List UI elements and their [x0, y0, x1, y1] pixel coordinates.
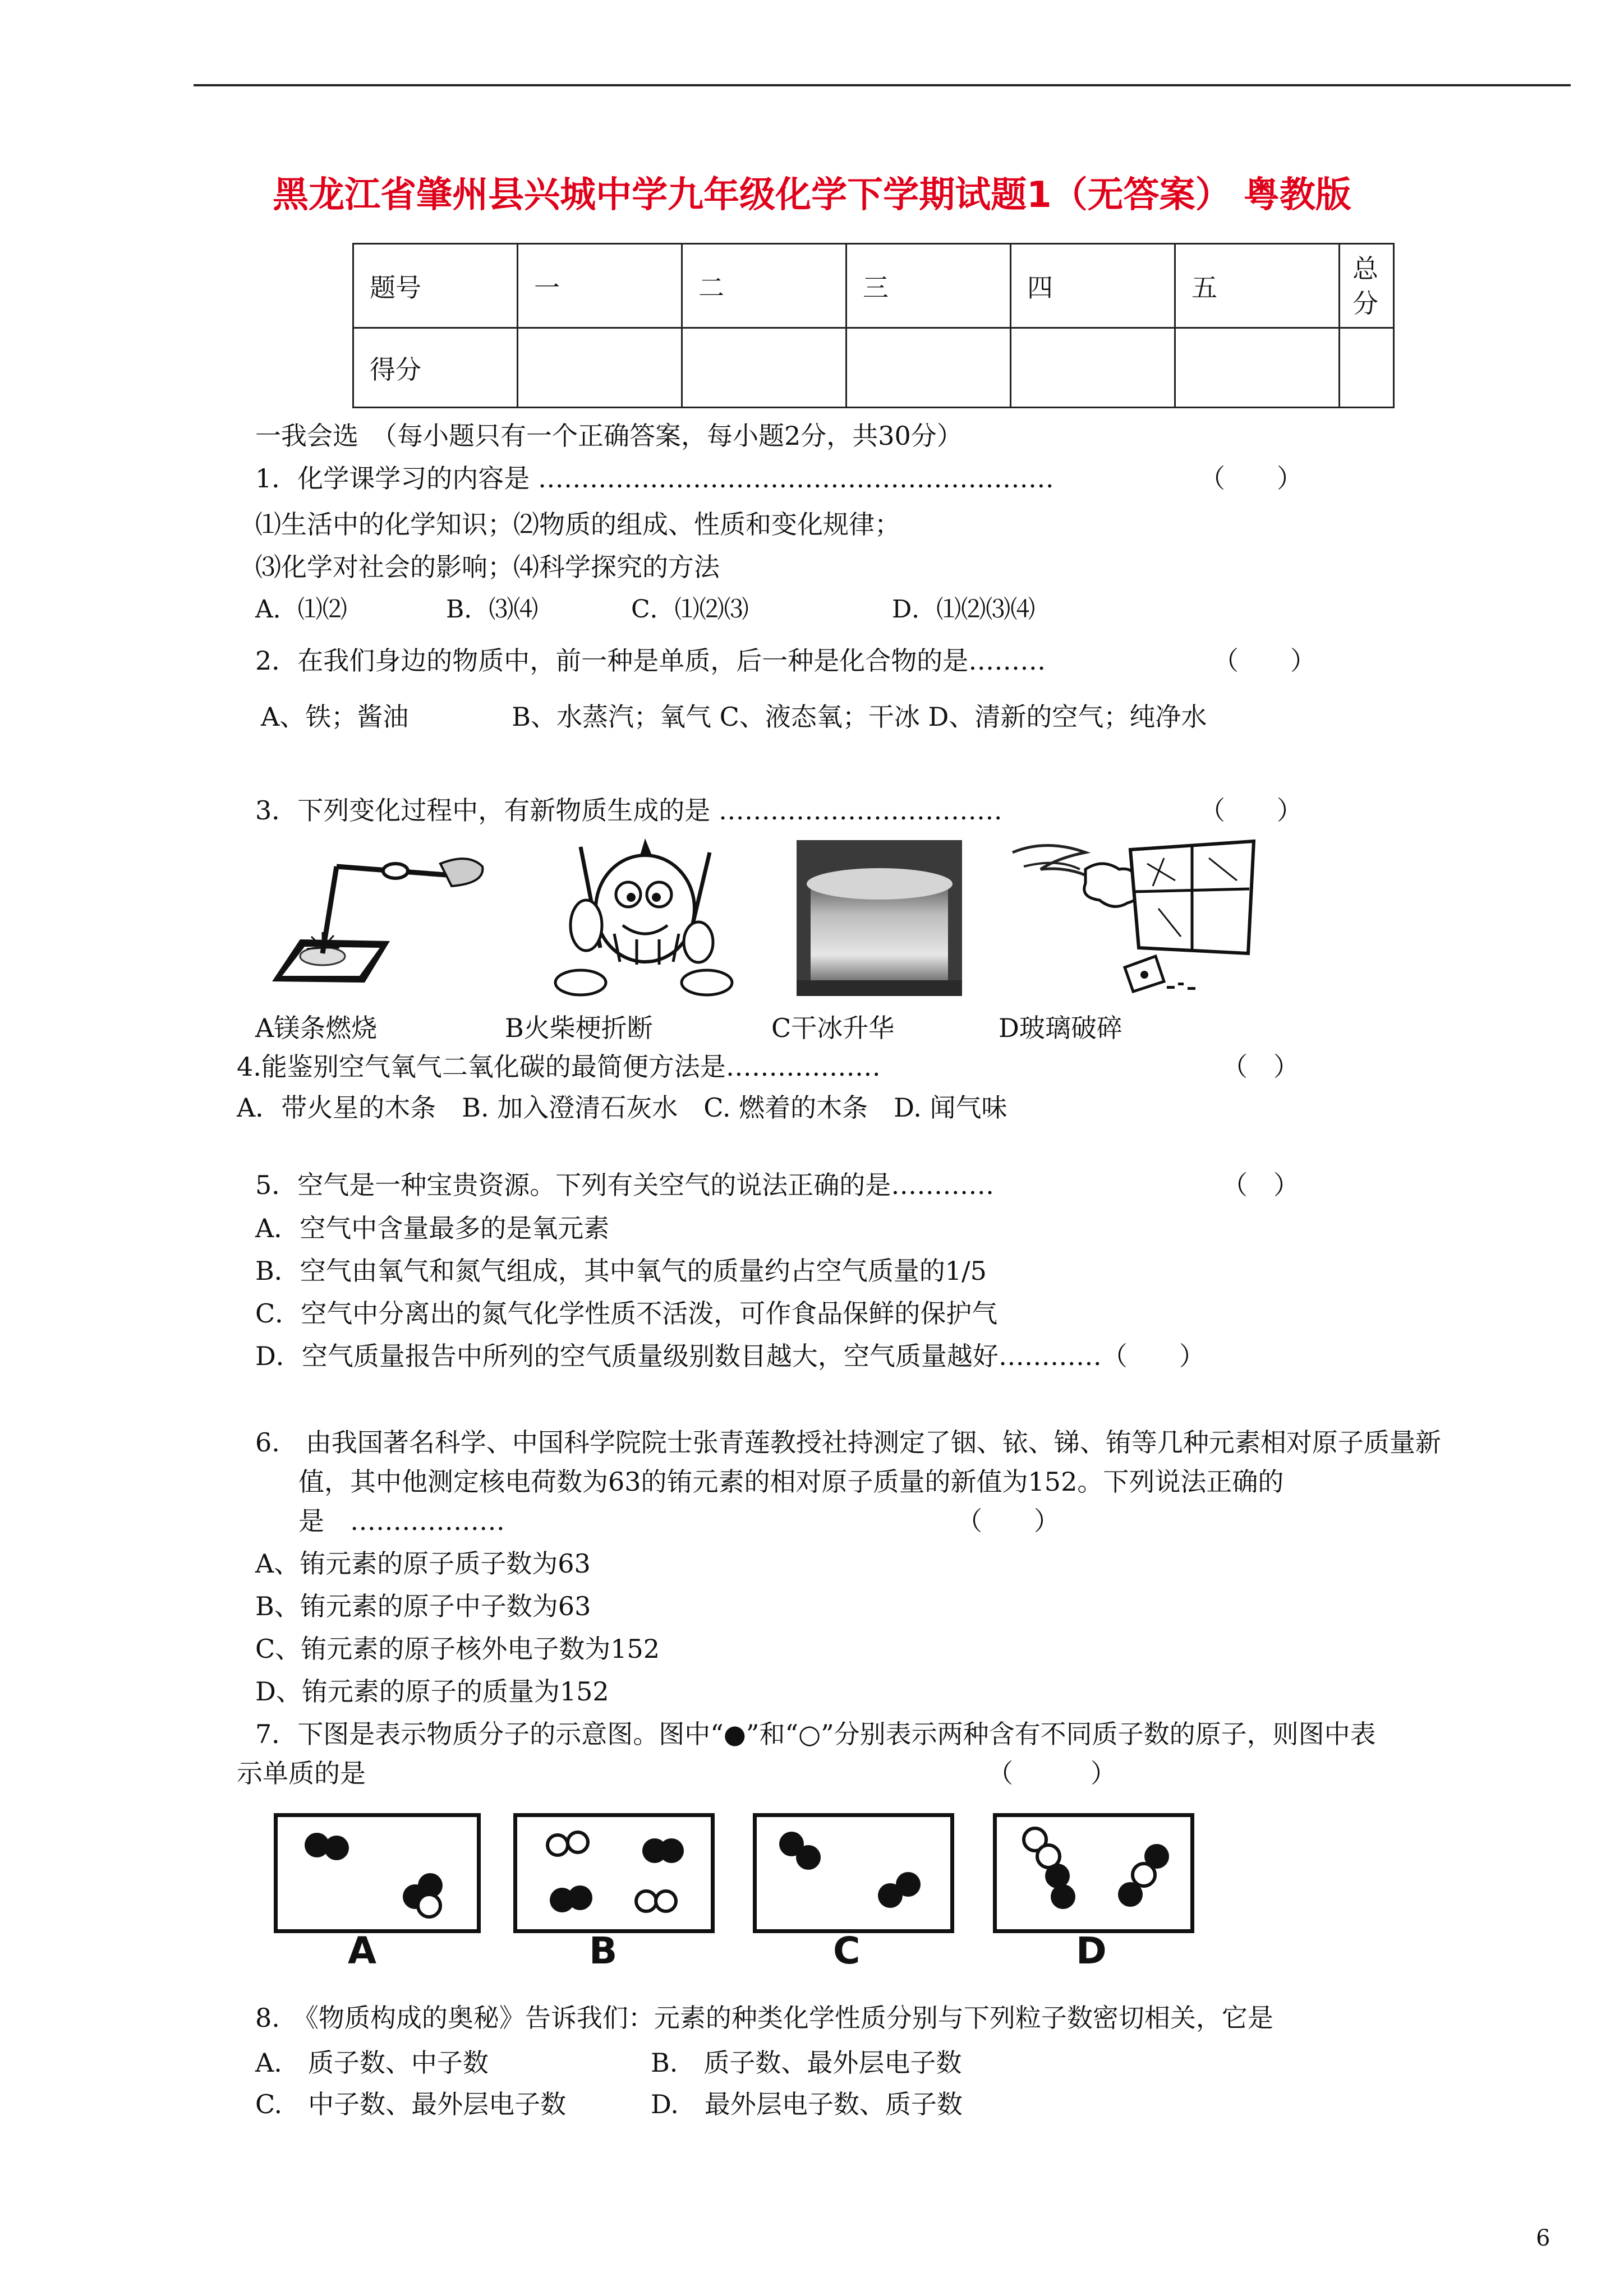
score-cell: [1340, 328, 1394, 408]
q6-stem-line1: 6. 由我国著名科学、中国科学院院士张青莲教授社持测定了铟、铱、锑、铕等几种元素相对原子质量新: [255, 1427, 1441, 1458]
molecule-label-a: A: [348, 1929, 377, 1972]
score-header-5: 五: [1175, 244, 1340, 328]
q3-stem: 3．下列变化过程中，有新物质生成的是 ……………………………: [255, 795, 1002, 826]
q7-answer-paren: （ ）: [987, 1758, 1116, 1788]
molecule-box-b: [513, 1813, 715, 1933]
score-cell: [682, 328, 846, 408]
molecule-box-d: [993, 1813, 1194, 1933]
score-header-1: 一: [518, 244, 682, 328]
q8-option-c: C. 中子数、最外层电子数: [255, 2089, 567, 2119]
q4-stem: 4.能鉴别空气氧气二氧化碳的最简便方法是………………: [237, 1052, 881, 1082]
page-number: 6: [1536, 2225, 1551, 2251]
match-breaking-figure: [547, 836, 749, 998]
molecule-box-a: [274, 1813, 481, 1933]
score-table: [352, 243, 1395, 408]
q8-stem: 8. 《物质构成的奥秘》告诉我们：元素的种类化学性质分别与下列粒子数密切相关，它是: [255, 2003, 1273, 2033]
q1-answer-paren: （ ）: [1199, 463, 1303, 494]
q7-stem-line2: 示单质的是: [237, 1758, 366, 1788]
q3-caption-b: B火柴梗折断: [505, 1013, 653, 1043]
score-row-label: 得分: [353, 328, 518, 408]
q1-stem: 1．化学课学习的内容是 ……………………………………………………: [255, 463, 1054, 494]
q5-option-d: D．空气质量报告中所列的空气质量级别数目越大，空气质量越好…………（ ）: [255, 1341, 1205, 1371]
q6-option-d: D、铕元素的原子的质量为152: [255, 1676, 609, 1707]
q8-option-a: A. 质子数、中子数: [255, 2048, 489, 2078]
q3-caption-c: C干冰升华: [771, 1013, 895, 1043]
q1-option-a: A．⑴⑵: [255, 595, 347, 624]
q3-answer-paren: （ ）: [1199, 795, 1303, 826]
q4-options: A．带火星的木条 B. 加入澄清石灰水 C. 燃着的木条 D. 闻气味: [237, 1092, 1007, 1123]
molecule-diagram-c: [757, 1817, 950, 1929]
molecule-diagram-b: [517, 1817, 711, 1929]
q3-caption-d: D玻璃破碎: [999, 1013, 1122, 1043]
score-cell: [1011, 328, 1175, 408]
q6-option-b: B、铕元素的原子中子数为63: [255, 1591, 591, 1621]
q1-option-c: C．⑴⑵⑶: [631, 595, 749, 624]
section-heading: 一我会选 （每小题只有一个正确答案，每小题2分，共30分）: [255, 421, 963, 451]
dry-ice-sublimation-photo: [797, 840, 962, 996]
q8-option-b: B. 质子数、最外层电子数: [651, 2048, 962, 2078]
score-cell: [518, 328, 682, 408]
page-title: 黑龙江省肇州县兴城中学九年级化学下学期试题1（无答案） 粤教版: [273, 174, 1351, 216]
score-header-4: 四: [1011, 244, 1175, 328]
header-rule: [194, 84, 1571, 86]
q5-option-b: B．空气由氧气和氮气组成，其中氧气的质量约占空气质量的1/5: [255, 1256, 987, 1286]
q2-stem: 2．在我们身边的物质中，前一种是单质，后一种是化合物的是………: [255, 646, 1046, 676]
q5-answer-paren: （ ）: [1222, 1170, 1299, 1200]
q8-option-d: D. 最外层电子数、质子数: [651, 2089, 963, 2119]
q4-answer-paren: （ ）: [1222, 1052, 1299, 1082]
glass-breaking-figure: [1007, 836, 1271, 1004]
score-header-2: 二: [682, 244, 846, 328]
q6-option-a: A、铕元素的原子质子数为63: [255, 1548, 591, 1579]
q1-statement-line1: ⑴生活中的化学知识；⑵物质的组成、性质和变化规律；: [255, 509, 900, 540]
q6-stem-line2: 值，其中他测定核电荷数为63的铕元素的相对原子质量的新值为152。下列说法正确的: [298, 1467, 1284, 1497]
score-cell: [846, 328, 1011, 408]
q6-stem-line3: 是 ………………: [298, 1506, 505, 1536]
molecule-diagram-a: [278, 1817, 477, 1929]
q5-option-a: A．空气中含量最多的是氧元素: [255, 1213, 610, 1243]
q2-answer-paren: （ ）: [1213, 646, 1316, 676]
q6-answer-paren: （ ）: [956, 1506, 1060, 1536]
molecule-diagram-d: [997, 1817, 1190, 1929]
score-cell: [1175, 328, 1340, 408]
q6-option-c: C、铕元素的原子核外电子数为152: [255, 1634, 660, 1664]
q5-option-c: C．空气中分离出的氮气化学性质不活泼，可作食品保鲜的保护气: [255, 1298, 998, 1329]
q1-statement-line2: ⑶化学对社会的影响；⑷科学探究的方法: [255, 552, 720, 582]
score-header-label: 题号: [353, 244, 518, 328]
magnesium-burning-figure: [255, 841, 502, 993]
q1-option-b: B．⑶⑷: [446, 595, 539, 624]
q2-options: A、铁；酱油 B、水蒸汽；氧气 C、液态氧；干冰 D、清新的空气；纯净水: [261, 702, 1207, 732]
molecule-label-c: C: [833, 1929, 861, 1972]
molecule-label-d: D: [1076, 1929, 1107, 1972]
score-header-total: 总分: [1340, 244, 1394, 328]
q5-stem: 5．空气是一种宝贵资源。下列有关空气的说法正确的是…………: [255, 1170, 995, 1200]
q7-stem-line1: 7．下图是表示物质分子的示意图。图中“●”和“○”分别表示两种含有不同质子数的原子，则图中表: [255, 1719, 1376, 1749]
q3-caption-a: A镁条燃烧: [255, 1013, 378, 1043]
molecule-label-b: B: [589, 1929, 618, 1972]
score-header-3: 三: [846, 244, 1011, 328]
q1-option-d: D．⑴⑵⑶⑷: [892, 595, 1036, 624]
molecule-box-c: [753, 1813, 954, 1933]
